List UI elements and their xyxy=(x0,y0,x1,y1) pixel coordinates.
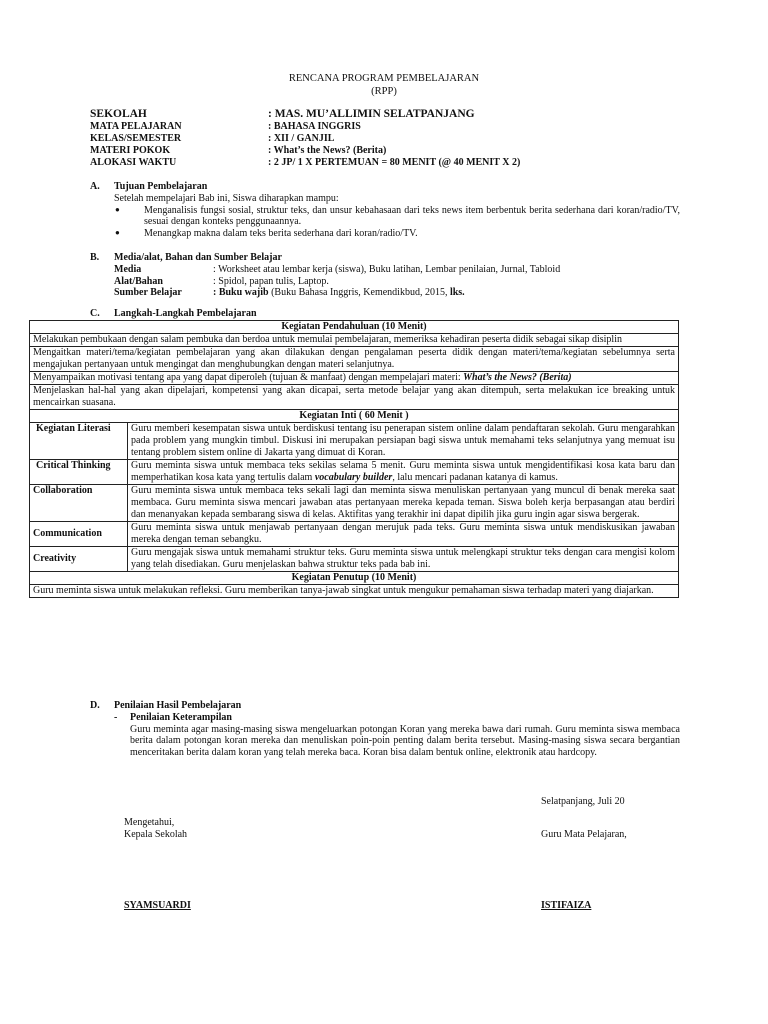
critical-text-a: Guru meminta siswa untuk membaca teks sekilas selama 5 menit. Guru meminta siswa untuk mengidentifikasi kosa kata baru dan memperhatikan kosa kata yang tertulis dalam xyxy=(131,460,675,483)
media-value: : Worksheet atau lembar kerja (siswa), Buku latihan, Lembar penilaian, Jurnal, Tabloid xyxy=(213,263,561,275)
alat-value: : Spidol, papan tulis, Laptop. xyxy=(213,275,329,287)
identity-value: : 2 JP/ 1 X PERTEMUAN = 80 MENIT (@ 40 MENIT X 2) xyxy=(268,157,521,168)
critical-text-b: , lalu mencari padanan katanya di kamus. xyxy=(392,472,558,483)
section-heading xyxy=(90,308,680,320)
section-tujuan xyxy=(90,181,680,240)
tujuan-list xyxy=(90,205,680,240)
section-media xyxy=(90,252,680,299)
identity-label: MATERI POKOK xyxy=(90,145,171,156)
creat-label: Creativity xyxy=(30,547,128,572)
comm-label: Communication xyxy=(30,522,128,547)
identity-label: ALOKASI WAKTU xyxy=(90,157,177,168)
identity-label: MATA PELAJARAN xyxy=(90,121,182,132)
table-row xyxy=(30,547,679,572)
table-row: Mengaitkan materi/tema/kegiatan pembelajaran yang akan dilakukan dengan pengalaman peserta didik dengan materi/tema/kegiatan sebelumnya serta mengajukan pertanyaan untuk mengingat dan menghubungkan dengan materi selanjutnya. xyxy=(30,347,679,372)
identity-value: : What’s the News? (Berita) xyxy=(268,145,387,156)
section-heading xyxy=(90,181,680,193)
comm-text: Guru meminta siswa untuk menjawab pertanyaan dengan merujuk pada teks. Guru meminta siswa untuk mendiskusikan jawaban mereka dengan teman sebangku. xyxy=(128,522,679,547)
kepala-label: Kepala Sekolah xyxy=(124,829,188,840)
place-date: Selatpanjang, Juli 20 xyxy=(541,796,625,807)
inti-header: Kegiatan Inti ( 60 Menit ) xyxy=(30,410,679,423)
critical-label: Critical Thinking xyxy=(30,460,128,485)
literasi-text: Guru memberi kesempatan siswa untuk berdiskusi tentang isu penerapan sistem online dalam pendaftaran sekolah. Guru mengarahkan pada problem yang mungkin timbul. Diskusi ini merupakan persiapan bagi siswa untuk memahami teks selanjutnya yang memuat isu tentang problem sistem online di Jakarta yang dimuat di Koran. xyxy=(128,423,679,460)
sumber-row xyxy=(114,287,680,299)
subsection-title: Penilaian Keterampilan xyxy=(130,711,232,723)
title-line-2: (RPP) xyxy=(371,86,397,98)
identity-row-sekolah xyxy=(90,108,520,121)
identity-value: : BAHASA INGGRIS xyxy=(268,121,361,132)
media-label: Media xyxy=(114,263,142,275)
critical-em: vocabulary builder xyxy=(314,472,393,483)
sumber-value xyxy=(213,287,465,299)
document-title xyxy=(0,72,768,98)
section-letter: D. xyxy=(90,700,100,711)
section-letter: C. xyxy=(90,308,100,319)
langkah-table xyxy=(29,320,679,598)
sumber-end: lks. xyxy=(449,287,465,299)
identity-label: KELAS/SEMESTER xyxy=(90,133,182,144)
table-row: Melakukan pembukaan dengan salam pembuka dan berdoa untuk memulai pembelajaran, memeriksa kehadiran peserta didik sebagai sikap disiplin xyxy=(30,334,679,347)
section-letter: A. xyxy=(90,181,100,192)
section-langkah xyxy=(90,308,680,320)
table-row xyxy=(30,423,679,460)
pendahuluan-header: Kegiatan Pendahuluan (10 Menit) xyxy=(30,321,679,334)
section-heading xyxy=(90,700,680,712)
table-row xyxy=(30,460,679,485)
section-title: Tujuan Pembelajaran xyxy=(114,181,208,192)
section-penilaian xyxy=(90,700,680,759)
alat-row xyxy=(114,276,680,288)
identity-value: : XII / GANJIL xyxy=(268,133,335,144)
table-row: Menjelaskan hal-hal yang akan dipelajari, kompetensi yang akan dicapai, serta metode belajar yang akan ditempuh, serta melakukan ice breaking untuk mencairkan suasana. xyxy=(30,385,679,410)
motivasi-em: What’s the News? (Berita) xyxy=(463,372,572,383)
sumber-rest: (Buku Bahasa Inggris, Kemendikbud, 2015, xyxy=(268,287,450,299)
section-letter: B. xyxy=(90,252,100,263)
sumber-label: Sumber Belajar xyxy=(114,287,182,299)
media-row xyxy=(114,264,680,276)
sumber-prefix: : Buku wajib xyxy=(213,287,269,299)
literasi-label: Kegiatan Literasi xyxy=(30,423,128,460)
subsection-heading xyxy=(90,712,680,724)
table-row xyxy=(30,522,679,547)
collab-label: Collaboration xyxy=(30,485,128,522)
identity-row-kelas xyxy=(90,133,520,145)
section-title: Penilaian Hasil Pembelajaran xyxy=(114,700,242,711)
identity-value: : MAS. MU’ALLIMIN SELATPANJANG xyxy=(268,108,475,120)
guru-label: Guru Mata Pelajaran, xyxy=(541,829,627,840)
guru-name: ISTIFAIZA xyxy=(541,900,592,911)
identity-row-mapel xyxy=(90,121,520,133)
identity-block xyxy=(90,108,520,169)
section-title: Media/alat, Bahan dan Sumber Belajar xyxy=(114,252,282,263)
section-intro: Setelah mempelajari Bab ini, Siswa diharapkan mampu: xyxy=(114,192,339,204)
dash: - xyxy=(114,711,118,723)
title-line-1: RENCANA PROGRAM PEMBELAJARAN xyxy=(288,73,480,84)
identity-label: SEKOLAH xyxy=(90,108,147,120)
motivasi-text: Menyampaikan motivasi tentang apa yang dapat diperoleh (tujuan & manfaat) dengan mempelajari materi: xyxy=(33,372,464,383)
mengetahui-label: Mengetahui, xyxy=(124,817,175,828)
creat-text: Guru mengajak siswa untuk memahami struktur teks. Guru meminta siswa untuk melengkapi struktur teks dengan cara mengisi kolom yang telah disediakan. Guru menjelaskan bahwa struktur teks pada bab ini. xyxy=(128,547,679,572)
table-row: Guru meminta siswa untuk melakukan refleksi. Guru memberikan tanya-jawab singkat untuk mengukur pemahaman siswa terhadap materi yang diajarkan. xyxy=(30,585,679,598)
critical-text xyxy=(128,460,679,485)
alat-label: Alat/Bahan xyxy=(114,275,163,287)
section-heading xyxy=(90,252,680,264)
table-row xyxy=(30,372,679,385)
penutup-header: Kegiatan Penutup (10 Menit) xyxy=(30,572,679,585)
identity-row-alokasi xyxy=(90,157,520,169)
identity-row-materi xyxy=(90,145,520,157)
table-row xyxy=(30,485,679,522)
section-title: Langkah-Langkah Pembelajaran xyxy=(114,308,257,319)
kepala-name: SYAMSUARDI xyxy=(124,900,191,911)
list-item: ● Menangkap makna dalam teks berita sederhana dari koran/radio/TV. xyxy=(114,228,680,240)
penilaian-paragraph: Guru meminta agar masing-masing siswa mengeluarkan potongan Koran yang mereka bawa dari rumah. Guru meminta siswa membaca berita dalam potongan koran mereka dan menuliskan poin-poin penting dalam berita tersebut. Masing-masing siswa secara bergantian menceritakan berita dalam koran yang telah mereka baca. Koran bisa dalam bentuk online, elektronik atau hardcopy. xyxy=(130,723,680,759)
list-item: ● Menganalisis fungsi sosial, struktur teks, dan unsur kebahasaan dari teks news item berbentuk berita sederhana dari koran/radio/TV, sesuai dengan konteks penggunaannya. xyxy=(114,205,680,229)
collab-text: Guru meminta siswa untuk membaca teks sekali lagi dan meminta siswa menuliskan pertanyaan yang muncul di benak mereka saat membaca. Guru meminta siswa mencari jawaban atas pertanyaan mereka kepada teman. Siswa boleh kerja berpasangan atau berdiri dan menanyakan kepada sembarang siswa di kelas. Aktifitas yang terakhir ini dapat dipilih jika guru ingin agar siswa bergerak. xyxy=(128,485,679,522)
